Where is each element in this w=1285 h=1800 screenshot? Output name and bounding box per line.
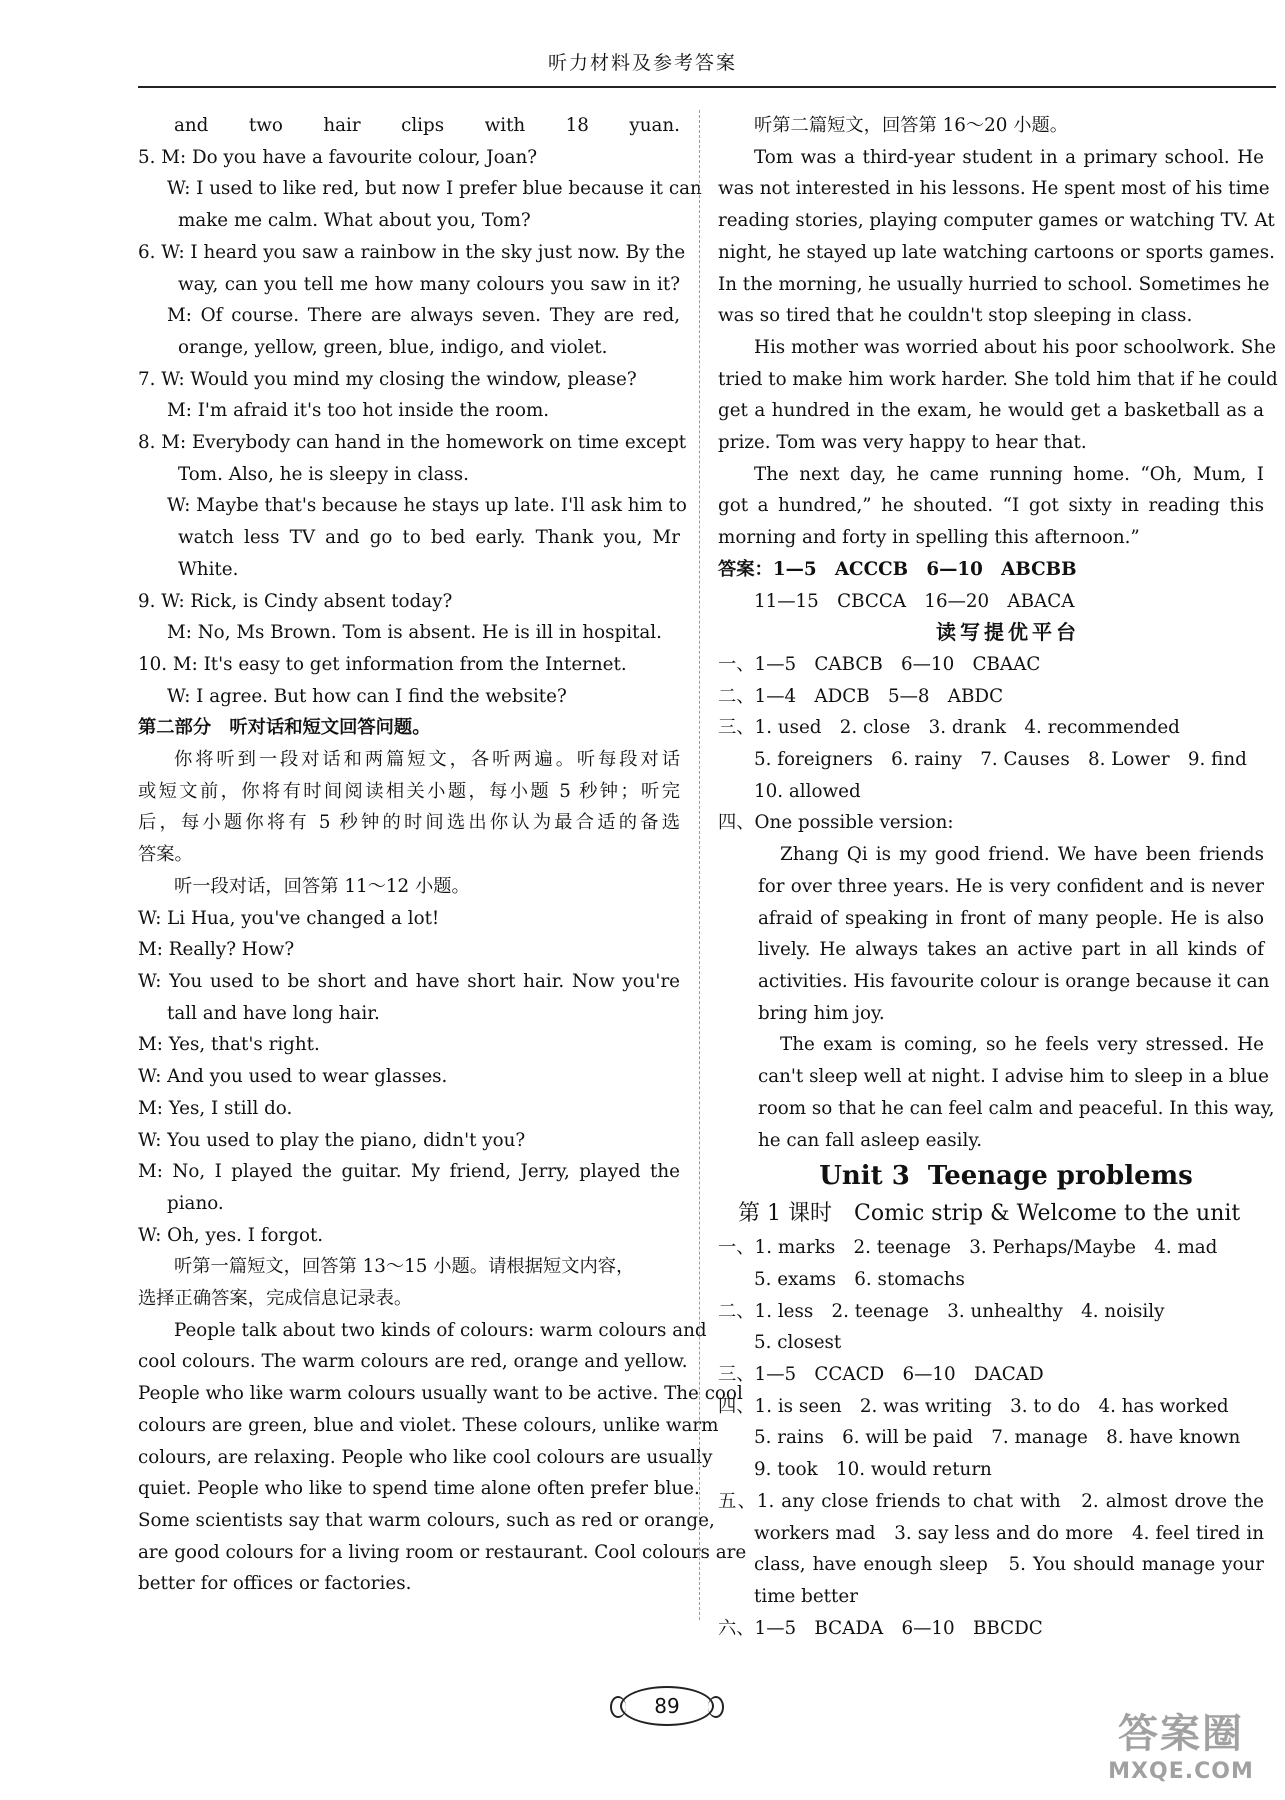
text-line: he can fall asleep easily. bbox=[758, 1129, 983, 1151]
section-heading: 读写提优平台 bbox=[936, 620, 1080, 645]
text-line: Tom. Also, he is sleepy in class. bbox=[178, 463, 469, 485]
text-line: 5. M: Do you have a favourite colour, Joan? bbox=[138, 146, 538, 168]
unit-name: Teenage problems bbox=[927, 1161, 1193, 1192]
answer-line: 六、1—5 BCADA 6—10 BBCDC bbox=[718, 1617, 1043, 1639]
answer-line: 二、1. less 2. teenage 3. unhealthy 4. noisily bbox=[718, 1300, 1165, 1322]
text-line: In the morning, he usually hurried to school. Sometimes he bbox=[718, 273, 1270, 295]
answer-line: 9. took 10. would return bbox=[754, 1459, 992, 1481]
text-line: reading stories, playing computer games or watching TV. At bbox=[718, 210, 1275, 232]
text-line: tried to make him work harder. She told him that if he could bbox=[718, 368, 1278, 390]
text-line: room so that he can feel calm and peaceful. In this way, bbox=[758, 1097, 1275, 1119]
text-line: make me calm. What about you, Tom? bbox=[178, 210, 531, 232]
unit-title bbox=[718, 1156, 1264, 1196]
text-line: for over three years. He is very confident and is never bbox=[758, 875, 1264, 897]
text-line: Some scientists say that warm colours, such as red or orange, bbox=[138, 1509, 715, 1531]
text-line: morning and forty in spelling this afternoon.” bbox=[718, 527, 1140, 549]
text-line: was so tired that he couldn't stop sleeping in class. bbox=[718, 305, 1193, 327]
text-line: W: I used to like red, but now I prefer blue because it can bbox=[167, 178, 702, 200]
text-line: orange, yellow, green, blue, indigo, and violet. bbox=[178, 336, 608, 358]
answer-line: 5. exams 6. stomachs bbox=[754, 1268, 965, 1290]
text-line: colours are green, blue and violet. These colours, unlike warm bbox=[138, 1414, 719, 1436]
answer-line: 三、1—5 CCACD 6—10 DACAD bbox=[718, 1364, 1044, 1386]
answer-line: 一、1—5 CABCB 6—10 CBAAC bbox=[718, 653, 1041, 675]
text-line: bring him joy. bbox=[758, 1002, 885, 1024]
text-line: 听第一篇短文，回答第 13～15 小题。请根据短文内容， bbox=[174, 1256, 635, 1278]
answer-line: workers mad 3. say less and do more 4. feel tired in bbox=[754, 1522, 1264, 1544]
text-line: Zhang Qi is my good friend. We have been friends bbox=[780, 844, 1264, 866]
text-line: 后，每小题你将有 5 秒钟的时间选出你认为最合适的备选 bbox=[138, 812, 680, 834]
text-line: 听第二篇短文，回答第 16～20 小题。 bbox=[754, 115, 1069, 136]
text-line: prize. Tom was very happy to hear that. bbox=[718, 432, 1087, 454]
text-line: got a hundred,” he shouted. “I got sixty in reading this bbox=[718, 495, 1264, 517]
text-line: M: Really? How? bbox=[138, 939, 295, 961]
text-line: W: You used to play the piano, didn't you? bbox=[138, 1129, 526, 1151]
text-line: W: Maybe that's because he stays up late. I'll ask him to bbox=[167, 495, 687, 517]
text-line: piano. bbox=[167, 1192, 224, 1214]
text-line: W: You used to be short and have short hair. Now you're bbox=[138, 970, 680, 992]
watermark-logo bbox=[1091, 1710, 1271, 1792]
unit-number: Unit 3 bbox=[819, 1161, 910, 1192]
left-column bbox=[138, 110, 747, 1600]
text-line: activities. His favourite colour is orange because it can bbox=[758, 970, 1270, 992]
text-line: M: Yes, I still do. bbox=[138, 1097, 293, 1119]
text-line: can't sleep well at night. I advise him to sleep in a blue bbox=[758, 1066, 1269, 1088]
text-line: tall and have long hair. bbox=[167, 1002, 380, 1024]
text-line: M: I'm afraid it's too hot inside the room. bbox=[167, 400, 550, 422]
text-line: M: No, I played the guitar. My friend, Jerry, played the bbox=[138, 1161, 680, 1183]
text-line: W: Oh, yes. I forgot. bbox=[138, 1224, 324, 1246]
text-line: 9. W: Rick, is Cindy absent today? bbox=[138, 590, 453, 612]
lesson-name: Comic strip & Welcome to the unit bbox=[854, 1201, 1241, 1227]
answer-line: time better bbox=[754, 1585, 858, 1607]
text-line: 7. W: Would you mind my closing the window, please? bbox=[138, 368, 637, 390]
page-number: 89 bbox=[620, 1686, 714, 1726]
text-line: 8. M: Everybody can hand in the homework on time except bbox=[138, 432, 687, 454]
text-line: was not interested in his lessons. He spent most of his time bbox=[718, 178, 1270, 200]
column-divider bbox=[699, 110, 700, 1620]
answer-line: 5. foreigners 6. rainy 7. Causes 8. Lower 9. find bbox=[754, 749, 1247, 771]
text-line: quiet. People who like to spend time alone often prefer blue. bbox=[138, 1478, 700, 1500]
text-line: 选择正确答案，完成信息记录表。 bbox=[138, 1288, 413, 1310]
text-line: afraid of speaking in front of many people. He is also bbox=[758, 907, 1264, 929]
text-line: White. bbox=[178, 558, 239, 580]
watermark-bottom: MXQE.COM bbox=[1108, 1759, 1254, 1784]
text-line: better for offices or factories. bbox=[138, 1573, 412, 1595]
text-line: way, can you tell me how many colours you saw in it? bbox=[178, 273, 680, 295]
text-line: 你将听到一段对话和两篇短文，各听两遍。听每段对话 bbox=[174, 749, 680, 771]
answer-line: 11—15 CBCCA 16—20 ABACA bbox=[754, 590, 1075, 612]
text-line: People who like warm colours usually want to be active. The cool bbox=[138, 1383, 743, 1405]
lesson-title bbox=[718, 1196, 1264, 1232]
watermark-top: 答案圈 bbox=[1118, 1711, 1244, 1757]
answer-line: 二、1—4 ADCB 5—8 ABDC bbox=[718, 685, 1004, 707]
text-line: 听一段对话，回答第 11～12 小题。 bbox=[174, 875, 470, 897]
text-line: 10. M: It's easy to get information from the Internet. bbox=[138, 653, 627, 675]
text-line: 答案。 bbox=[138, 844, 193, 866]
answer-line: 10. allowed bbox=[754, 780, 861, 802]
text-line: People talk about two kinds of colours: warm colours and bbox=[174, 1319, 707, 1341]
text-line: and two hair clips with 18 yuan. bbox=[174, 115, 680, 136]
text-line: M: Yes, that's right. bbox=[138, 1034, 320, 1056]
text-line: W: Li Hua, you've changed a lot! bbox=[138, 907, 440, 929]
text-line: M: No, Ms Brown. Tom is absent. He is ill in hospital. bbox=[167, 622, 662, 644]
text-line: M: Of course. There are always seven. They are red, bbox=[167, 305, 680, 327]
answer-line: class, have enough sleep 5. You should manage your bbox=[754, 1554, 1264, 1576]
page-header: 听力材料及参考答案 bbox=[547, 52, 737, 74]
text-line: watch less TV and go to bed early. Thank you, Mr bbox=[178, 527, 680, 549]
right-column bbox=[718, 110, 1278, 1644]
answer-line: 5. closest bbox=[754, 1332, 842, 1354]
text-line: The next day, he came running home. “Oh, Mum, I bbox=[754, 463, 1264, 485]
answer-line: 答案：1—5 ACCCB 6—10 ABCBB bbox=[718, 558, 1077, 580]
answer-line: 三、1. used 2. close 3. drank 4. recommended bbox=[718, 717, 1180, 739]
header-rule bbox=[138, 86, 1276, 88]
answer-line: 一、1. marks 2. teenage 3. Perhaps/Maybe 4. mad bbox=[718, 1237, 1218, 1259]
text-line: night, he stayed up late watching cartoons or sports games. bbox=[718, 241, 1275, 263]
text-line: W: And you used to wear glasses. bbox=[138, 1066, 448, 1088]
text-line: 或短文前，你将有时间阅读相关小题，每小题 5 秒钟；听完 bbox=[138, 780, 680, 802]
answer-line: 5. rains 6. will be paid 7. manage 8. have known bbox=[754, 1427, 1241, 1449]
section-heading: 第二部分 听对话和短文回答问题。 bbox=[138, 717, 431, 739]
text-line: lively. He always takes an active part in all kinds of bbox=[758, 939, 1264, 961]
text-line: W: I agree. But how can I find the website? bbox=[167, 685, 567, 707]
answer-line: 四、One possible version: bbox=[718, 812, 954, 834]
text-line: The exam is coming, so he feels very stressed. He bbox=[780, 1034, 1264, 1056]
lesson-number: 第 1 课时 bbox=[738, 1201, 832, 1227]
answer-line: 五、1. any close friends to chat with 2. almost drove the bbox=[718, 1490, 1264, 1512]
answer-line: 四、1. is seen 2. was writing 3. to do 4. has worked bbox=[718, 1395, 1229, 1417]
text-line: cool colours. The warm colours are red, orange and yellow. bbox=[138, 1351, 688, 1373]
text-line: 6. W: I heard you saw a rainbow in the sky just now. By the bbox=[138, 241, 686, 263]
text-line: are good colours for a living room or restaurant. Cool colours are bbox=[138, 1541, 747, 1563]
text-line: get a hundred in the exam, he would get a basketball as a bbox=[718, 400, 1264, 422]
text-line: colours, are relaxing. People who like cool colours are usually bbox=[138, 1446, 713, 1468]
text-line: Tom was a third-year student in a primary school. He bbox=[754, 146, 1264, 168]
text-line: His mother was worried about his poor schoolwork. She bbox=[754, 336, 1276, 358]
